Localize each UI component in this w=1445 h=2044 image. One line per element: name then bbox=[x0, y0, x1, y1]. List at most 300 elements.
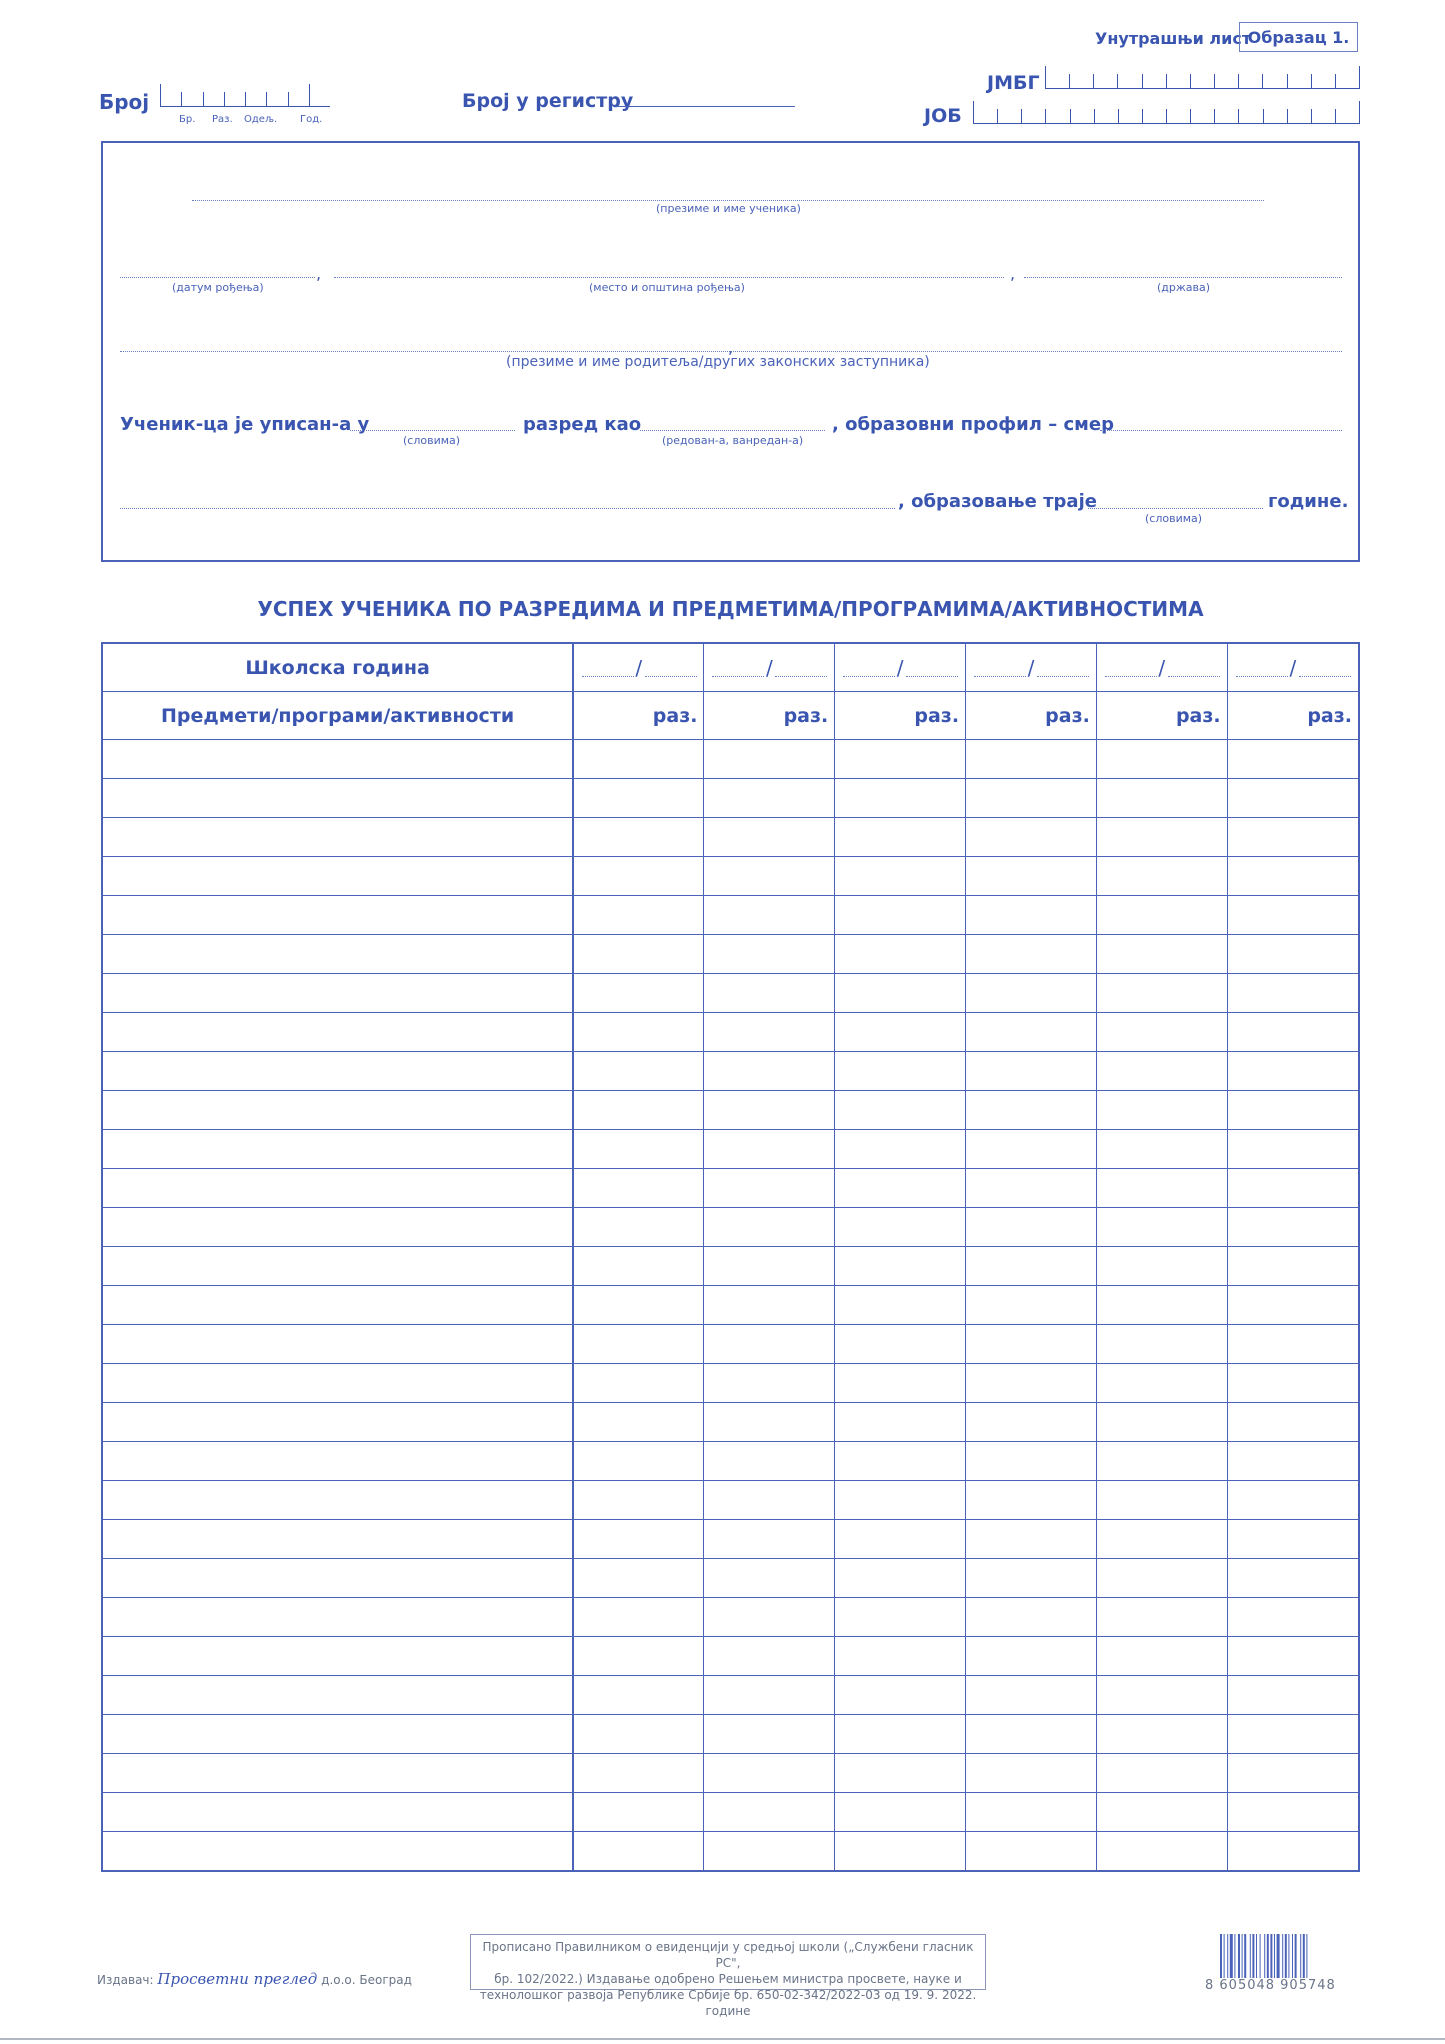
grade-entry-cell[interactable] bbox=[704, 1169, 835, 1208]
barcode-bar bbox=[1274, 1934, 1275, 1978]
school-year-cell[interactable]: / bbox=[966, 643, 1097, 692]
grade-entry-cell[interactable] bbox=[704, 1403, 835, 1442]
barcode-bar bbox=[1227, 1934, 1228, 1978]
barcode-bar bbox=[1300, 1934, 1301, 1978]
school-year-cell[interactable]: / bbox=[1227, 643, 1359, 692]
grade-entry-cell[interactable] bbox=[966, 1754, 1097, 1793]
country-field[interactable] bbox=[1024, 277, 1342, 278]
grade-entry-cell[interactable] bbox=[573, 1637, 704, 1676]
subject-cell[interactable] bbox=[102, 1520, 573, 1559]
registry-field[interactable] bbox=[615, 106, 795, 107]
subjects-header-row bbox=[102, 692, 1359, 740]
grade-entry-cell[interactable] bbox=[1227, 1208, 1359, 1247]
profile-field-2[interactable] bbox=[120, 508, 895, 509]
grade-entry-cell[interactable] bbox=[835, 779, 966, 818]
grade-entry-cell[interactable] bbox=[1227, 779, 1359, 818]
grade-entry-cell[interactable] bbox=[1227, 1325, 1359, 1364]
barcode-bar bbox=[1252, 1934, 1254, 1978]
grade-entry-cell[interactable] bbox=[966, 1286, 1097, 1325]
grade-entry-cell[interactable] bbox=[835, 1715, 966, 1754]
grade-entry-cell[interactable] bbox=[704, 1442, 835, 1481]
grade-entry-cell[interactable] bbox=[704, 857, 835, 896]
grade-entry-cell[interactable] bbox=[573, 857, 704, 896]
birth-place-field[interactable] bbox=[334, 277, 1004, 278]
grade-entry-cell[interactable] bbox=[1096, 1832, 1227, 1872]
grade-entry-cell[interactable] bbox=[835, 1793, 966, 1832]
internal-sheet-label: Унутрашњи лист bbox=[1095, 29, 1252, 48]
subject-cell[interactable] bbox=[102, 1715, 573, 1754]
grade-entry-cell[interactable] bbox=[1096, 1364, 1227, 1403]
grade-cell[interactable]: раз. bbox=[573, 692, 704, 740]
grade-entry-cell[interactable] bbox=[573, 1676, 704, 1715]
grade-entry-cell[interactable] bbox=[966, 1208, 1097, 1247]
barcode-bar bbox=[1244, 1934, 1246, 1978]
grade-entry-cell[interactable] bbox=[1227, 1832, 1359, 1872]
publisher-prefix: Издавач: bbox=[97, 1973, 154, 1987]
grade-entry-cell[interactable] bbox=[835, 1208, 966, 1247]
table-row bbox=[102, 1520, 1359, 1559]
grade-entry-cell[interactable] bbox=[1096, 1247, 1227, 1286]
table-row bbox=[102, 1754, 1359, 1793]
parents-caption: (презиме и име родитеља/других законских заступника) bbox=[506, 354, 930, 370]
grade-entry-cell[interactable] bbox=[1096, 857, 1227, 896]
grade-entry-cell[interactable] bbox=[704, 1364, 835, 1403]
barcode-bar bbox=[1303, 1934, 1305, 1978]
grade-entry-cell[interactable] bbox=[573, 896, 704, 935]
grade-entry-cell[interactable] bbox=[573, 1520, 704, 1559]
table-row bbox=[102, 1598, 1359, 1637]
barcode-bar bbox=[1256, 1934, 1257, 1978]
barcode-image bbox=[1218, 1934, 1348, 1978]
grade-entry-cell[interactable] bbox=[1227, 1754, 1359, 1793]
grade-entry-cell[interactable] bbox=[1096, 1715, 1227, 1754]
table-row bbox=[102, 740, 1359, 779]
grade-entry-cell[interactable] bbox=[835, 1130, 966, 1169]
grade-entry-cell[interactable] bbox=[835, 1442, 966, 1481]
barcode-bar bbox=[1238, 1934, 1240, 1978]
grade-entry-cell[interactable] bbox=[1227, 740, 1359, 779]
subject-cell[interactable] bbox=[102, 857, 573, 896]
grade-entry-cell[interactable] bbox=[966, 1559, 1097, 1598]
grade-entry-cell[interactable] bbox=[835, 1832, 966, 1872]
subject-cell[interactable] bbox=[102, 1247, 573, 1286]
jmbg-label: ЈМБГ bbox=[987, 72, 1040, 94]
grade-entry-cell[interactable] bbox=[966, 896, 1097, 935]
subjects-label: Предмети/програми/активности bbox=[102, 692, 573, 740]
grade-entry-cell[interactable] bbox=[1096, 1793, 1227, 1832]
regulation-line-1: Прописано Правилником о евиденцији у средњој школи („Службени гласник РС", bbox=[482, 1940, 974, 1970]
barcode-bar bbox=[1288, 1934, 1289, 1978]
barcode-bar bbox=[1267, 1934, 1269, 1978]
grade-entry-cell[interactable] bbox=[835, 1481, 966, 1520]
table-row bbox=[102, 1364, 1359, 1403]
grade-entry-cell[interactable] bbox=[1227, 1637, 1359, 1676]
grade-entry-cell[interactable] bbox=[573, 1754, 704, 1793]
grade-cell[interactable]: раз. bbox=[835, 692, 966, 740]
grade-entry-cell[interactable] bbox=[573, 1793, 704, 1832]
comma-2: , bbox=[1010, 264, 1016, 283]
birth-place-caption: (место и општина рођења) bbox=[589, 281, 745, 294]
grade-entry-cell[interactable] bbox=[573, 1247, 704, 1286]
grade-entry-cell[interactable] bbox=[835, 896, 966, 935]
broj-sublabel-odel: Одељ. bbox=[244, 114, 278, 125]
broj-field[interactable] bbox=[160, 84, 330, 107]
table-row bbox=[102, 1637, 1359, 1676]
grade-entry-cell[interactable] bbox=[1227, 1013, 1359, 1052]
grade-entry-cell[interactable] bbox=[704, 896, 835, 935]
grade-entry-cell[interactable] bbox=[704, 1481, 835, 1520]
school-year-label: Школска година bbox=[102, 643, 573, 692]
comma-1: , bbox=[316, 264, 322, 283]
grade-entry-cell[interactable] bbox=[835, 1676, 966, 1715]
grade-entry-cell[interactable] bbox=[1227, 1481, 1359, 1520]
grade-entry-cell[interactable] bbox=[573, 1091, 704, 1130]
barcode-bar bbox=[1260, 1934, 1261, 1978]
grade-entry-cell[interactable] bbox=[966, 1832, 1097, 1872]
grade-entry-cell[interactable] bbox=[835, 818, 966, 857]
grade-entry-cell[interactable] bbox=[835, 1559, 966, 1598]
school-year-row bbox=[102, 643, 1359, 692]
grade-entry-cell[interactable] bbox=[573, 1715, 704, 1754]
grade-entry-cell[interactable] bbox=[1096, 818, 1227, 857]
subject-cell[interactable] bbox=[102, 1208, 573, 1247]
grade-entry-cell[interactable] bbox=[1096, 740, 1227, 779]
regulation-line-3: технолошког развоја Републике Србије бр. 650-02-342/2022-03 од 19. 9. 2022. године bbox=[479, 1988, 977, 2018]
grade-entry-cell[interactable] bbox=[1096, 1325, 1227, 1364]
grade-entry-cell[interactable] bbox=[704, 740, 835, 779]
grade-entry-cell[interactable] bbox=[1096, 1676, 1227, 1715]
grade-entry-cell[interactable] bbox=[704, 1715, 835, 1754]
grade-entry-cell[interactable] bbox=[966, 1247, 1097, 1286]
barcode-bar bbox=[1234, 1934, 1235, 1978]
grade-entry-cell[interactable] bbox=[1227, 1364, 1359, 1403]
grade-entry-cell[interactable] bbox=[966, 1637, 1097, 1676]
subject-cell[interactable] bbox=[102, 1832, 573, 1872]
grade-entry-cell[interactable] bbox=[1096, 1208, 1227, 1247]
grade-entry-cell[interactable] bbox=[1096, 1013, 1227, 1052]
section-title: УСПЕХ УЧЕНИКА ПО РАЗРЕДИМА И ПРЕДМЕТИМА/ПРОГРАМИМА/АКТИВНОСТИМА bbox=[257, 597, 1204, 621]
grade-entry-cell[interactable] bbox=[835, 1637, 966, 1676]
grade-entry-cell[interactable] bbox=[966, 1793, 1097, 1832]
grade-entry-cell[interactable] bbox=[966, 1520, 1097, 1559]
duration-field[interactable] bbox=[1088, 508, 1263, 509]
grade-entry-cell[interactable] bbox=[573, 974, 704, 1013]
grade-entry-cell[interactable] bbox=[966, 1052, 1097, 1091]
grade-entry-cell[interactable] bbox=[966, 1481, 1097, 1520]
enrolled-label: Ученик-ца је уписан-а у bbox=[120, 414, 370, 435]
table-row bbox=[102, 1286, 1359, 1325]
grade-entry-cell[interactable] bbox=[704, 1052, 835, 1091]
job-label: ЈОБ bbox=[924, 105, 962, 127]
grade-entry-cell[interactable] bbox=[966, 1442, 1097, 1481]
grade-entry-cell[interactable] bbox=[1227, 1052, 1359, 1091]
grade-entry-cell[interactable] bbox=[1227, 1286, 1359, 1325]
subject-cell[interactable] bbox=[102, 1169, 573, 1208]
grade-entry-cell[interactable] bbox=[1227, 1598, 1359, 1637]
subject-cell[interactable] bbox=[102, 896, 573, 935]
grade-entry-cell[interactable] bbox=[835, 1286, 966, 1325]
subject-cell[interactable] bbox=[102, 1793, 573, 1832]
table-row bbox=[102, 1442, 1359, 1481]
grade-entry-cell[interactable] bbox=[966, 818, 1097, 857]
subject-cell[interactable] bbox=[102, 1637, 573, 1676]
table-row bbox=[102, 1481, 1359, 1520]
job-field[interactable] bbox=[973, 101, 1360, 124]
grade-entry-cell[interactable] bbox=[1096, 1286, 1227, 1325]
grade-entry-cell[interactable] bbox=[1096, 1442, 1227, 1481]
jmbg-field[interactable] bbox=[1045, 66, 1360, 89]
grade-entry-cell[interactable] bbox=[966, 1364, 1097, 1403]
table-row bbox=[102, 779, 1359, 818]
grade-entry-cell[interactable] bbox=[835, 1013, 966, 1052]
barcode-bar bbox=[1242, 1934, 1243, 1978]
subject-cell[interactable] bbox=[102, 1754, 573, 1793]
grade-entry-cell[interactable] bbox=[573, 1481, 704, 1520]
grade-entry-cell[interactable] bbox=[966, 1091, 1097, 1130]
grade-entry-cell[interactable] bbox=[966, 1013, 1097, 1052]
barcode-bar bbox=[1220, 1934, 1222, 1978]
broj-label: Број bbox=[99, 90, 150, 114]
subject-cell[interactable] bbox=[102, 974, 573, 1013]
school-year-cell[interactable]: / bbox=[1096, 643, 1227, 692]
grade-entry-cell[interactable] bbox=[573, 935, 704, 974]
grade-entry-cell[interactable] bbox=[966, 857, 1097, 896]
grade-entry-cell[interactable] bbox=[573, 1052, 704, 1091]
grade-entry-cell[interactable] bbox=[1096, 1637, 1227, 1676]
grade-entry-cell[interactable] bbox=[966, 935, 1097, 974]
barcode-bar bbox=[1306, 1934, 1307, 1978]
grade-entry-cell[interactable] bbox=[1227, 1793, 1359, 1832]
barcode-bar bbox=[1292, 1934, 1293, 1978]
country-caption: (држава) bbox=[1157, 281, 1211, 294]
duration-label: , образовање траје bbox=[898, 491, 1097, 512]
grade-entry-cell[interactable] bbox=[1096, 1481, 1227, 1520]
subject-cell[interactable] bbox=[102, 1130, 573, 1169]
table-row bbox=[102, 1130, 1359, 1169]
grade-entry-cell[interactable] bbox=[966, 1676, 1097, 1715]
grade-entry-cell[interactable] bbox=[1227, 818, 1359, 857]
subject-cell[interactable] bbox=[102, 1598, 573, 1637]
student-status-caption: (редован-а, ванредан-а) bbox=[662, 434, 804, 447]
grade-entry-cell[interactable] bbox=[1227, 1676, 1359, 1715]
grade-entry-cell[interactable] bbox=[704, 779, 835, 818]
grade-entry-cell[interactable] bbox=[835, 1325, 966, 1364]
grade-entry-cell[interactable] bbox=[704, 818, 835, 857]
grade-entry-cell[interactable] bbox=[835, 740, 966, 779]
table-row bbox=[102, 1052, 1359, 1091]
grade-entry-cell[interactable] bbox=[1096, 1598, 1227, 1637]
table-row bbox=[102, 1013, 1359, 1052]
grade-entry-cell[interactable] bbox=[704, 1832, 835, 1872]
grade-entry-cell[interactable] bbox=[1096, 1520, 1227, 1559]
grade-entry-cell[interactable] bbox=[835, 1091, 966, 1130]
barcode-bar bbox=[1250, 1934, 1251, 1978]
subject-cell[interactable] bbox=[102, 818, 573, 857]
grade-entry-cell[interactable] bbox=[704, 1208, 835, 1247]
grade-entry-cell[interactable] bbox=[835, 857, 966, 896]
grade-entry-cell[interactable] bbox=[1227, 1169, 1359, 1208]
grade-entry-cell[interactable] bbox=[1096, 1169, 1227, 1208]
grade-entry-cell[interactable] bbox=[573, 1832, 704, 1872]
grade-cell[interactable]: раз. bbox=[704, 692, 835, 740]
grade-entry-cell[interactable] bbox=[1227, 1130, 1359, 1169]
school-year-cell[interactable]: / bbox=[573, 643, 704, 692]
grade-entry-cell[interactable] bbox=[966, 779, 1097, 818]
subject-cell[interactable] bbox=[102, 1364, 573, 1403]
subject-cell[interactable] bbox=[102, 1403, 573, 1442]
grade-entry-cell[interactable] bbox=[966, 740, 1097, 779]
grade-entry-cell[interactable] bbox=[573, 1598, 704, 1637]
grade-entry-cell[interactable] bbox=[1096, 1559, 1227, 1598]
grade-entry-cell[interactable] bbox=[835, 1052, 966, 1091]
subject-cell[interactable] bbox=[102, 1052, 573, 1091]
grade-entry-cell[interactable] bbox=[835, 1520, 966, 1559]
grade-entry-cell[interactable] bbox=[835, 1364, 966, 1403]
subject-cell[interactable] bbox=[102, 1325, 573, 1364]
grade-entry-cell[interactable] bbox=[1227, 1403, 1359, 1442]
grade-entry-cell[interactable] bbox=[573, 1403, 704, 1442]
grades-table bbox=[101, 642, 1360, 1872]
grade-words-field[interactable] bbox=[350, 430, 515, 431]
grade-entry-cell[interactable] bbox=[704, 1520, 835, 1559]
grade-entry-cell[interactable] bbox=[704, 1247, 835, 1286]
grade-entry-cell[interactable] bbox=[1096, 779, 1227, 818]
subject-cell[interactable] bbox=[102, 1559, 573, 1598]
grade-cell[interactable]: раз. bbox=[1227, 692, 1359, 740]
subject-cell[interactable] bbox=[102, 1091, 573, 1130]
student-name-field[interactable] bbox=[192, 200, 1264, 201]
grade-entry-cell[interactable] bbox=[1227, 1442, 1359, 1481]
publisher-name: Просветни преглед bbox=[157, 1970, 318, 1988]
grade-entry-cell[interactable] bbox=[835, 1754, 966, 1793]
grade-entry-cell[interactable] bbox=[704, 974, 835, 1013]
barcode-bar bbox=[1270, 1934, 1272, 1978]
grade-entry-cell[interactable] bbox=[1096, 1403, 1227, 1442]
grade-entry-cell[interactable] bbox=[573, 1559, 704, 1598]
student-status-field[interactable] bbox=[640, 430, 825, 431]
grade-entry-cell[interactable] bbox=[1227, 1715, 1359, 1754]
subject-cell[interactable] bbox=[102, 1286, 573, 1325]
registry-label: Број у регистру bbox=[462, 90, 634, 112]
grade-entry-cell[interactable] bbox=[835, 1169, 966, 1208]
grade-entry-cell[interactable] bbox=[573, 1130, 704, 1169]
grade-entry-cell[interactable] bbox=[1227, 974, 1359, 1013]
subject-cell[interactable] bbox=[102, 1481, 573, 1520]
grade-entry-cell[interactable] bbox=[1096, 1130, 1227, 1169]
grade-entry-cell[interactable] bbox=[1227, 1559, 1359, 1598]
grade-entry-cell[interactable] bbox=[835, 974, 966, 1013]
subject-cell[interactable] bbox=[102, 935, 573, 974]
grade-words-caption: (словима) bbox=[403, 434, 461, 447]
school-year-cell[interactable]: / bbox=[704, 643, 835, 692]
grade-entry-cell[interactable] bbox=[835, 935, 966, 974]
grade-entry-cell[interactable] bbox=[835, 1403, 966, 1442]
grade-entry-cell[interactable] bbox=[1096, 1052, 1227, 1091]
grade-entry-cell[interactable] bbox=[704, 1091, 835, 1130]
publisher-suffix: д.о.о. Београд bbox=[321, 1973, 412, 1987]
table-row bbox=[102, 1403, 1359, 1442]
grade-entry-cell[interactable] bbox=[966, 1715, 1097, 1754]
table-row bbox=[102, 818, 1359, 857]
grade-entry-cell[interactable] bbox=[1227, 1091, 1359, 1130]
grade-entry-cell[interactable] bbox=[573, 1442, 704, 1481]
grade-entry-cell[interactable] bbox=[966, 1325, 1097, 1364]
regulation-line-2: бр. 102/2022.) Издавање одобрено Решењем министра просвете, науке и bbox=[494, 1972, 962, 1986]
grade-entry-cell[interactable] bbox=[573, 779, 704, 818]
grade-entry-cell[interactable] bbox=[573, 1208, 704, 1247]
page-bottom-edge bbox=[0, 2038, 1445, 2040]
grade-cell[interactable]: раз. bbox=[1096, 692, 1227, 740]
subject-cell[interactable] bbox=[102, 1442, 573, 1481]
form-number-badge: Образац 1. bbox=[1239, 22, 1358, 52]
grade-entry-cell[interactable] bbox=[1096, 1091, 1227, 1130]
grade-entry-cell[interactable] bbox=[835, 1247, 966, 1286]
profile-field-1[interactable] bbox=[1100, 430, 1342, 431]
grade-entry-cell[interactable] bbox=[573, 1169, 704, 1208]
grade-entry-cell[interactable] bbox=[966, 1130, 1097, 1169]
grade-entry-cell[interactable] bbox=[1096, 974, 1227, 1013]
grade-entry-cell[interactable] bbox=[573, 740, 704, 779]
school-year-cell[interactable]: / bbox=[835, 643, 966, 692]
grade-entry-cell[interactable] bbox=[704, 1559, 835, 1598]
grade-entry-cell[interactable] bbox=[704, 935, 835, 974]
broj-sublabel-god: Год. bbox=[300, 114, 323, 125]
grade-entry-cell[interactable] bbox=[573, 1364, 704, 1403]
grade-entry-cell[interactable] bbox=[704, 1754, 835, 1793]
grade-entry-cell[interactable] bbox=[704, 1676, 835, 1715]
grade-entry-cell[interactable] bbox=[704, 1286, 835, 1325]
grade-entry-cell[interactable] bbox=[1227, 1520, 1359, 1559]
grade-entry-cell[interactable] bbox=[573, 1286, 704, 1325]
grade-entry-cell[interactable] bbox=[1227, 896, 1359, 935]
barcode-bar bbox=[1230, 1934, 1233, 1978]
grade-entry-cell[interactable] bbox=[835, 1598, 966, 1637]
barcode-bar bbox=[1224, 1934, 1225, 1978]
barcode-bar bbox=[1285, 1934, 1287, 1978]
grade-entry-cell[interactable] bbox=[1096, 1754, 1227, 1793]
grade-entry-cell[interactable] bbox=[704, 1325, 835, 1364]
subject-cell[interactable] bbox=[102, 779, 573, 818]
grade-cell[interactable]: раз. bbox=[966, 692, 1097, 740]
grade-entry-cell[interactable] bbox=[704, 1637, 835, 1676]
grade-entry-cell[interactable] bbox=[966, 1598, 1097, 1637]
grade-entry-cell[interactable] bbox=[573, 1325, 704, 1364]
grade-entry-cell[interactable] bbox=[573, 818, 704, 857]
subject-cell[interactable] bbox=[102, 1013, 573, 1052]
subject-cell[interactable] bbox=[102, 1676, 573, 1715]
grade-entry-cell[interactable] bbox=[1227, 857, 1359, 896]
broj-sublabel-br: Бр. bbox=[179, 114, 196, 125]
grades-table-body bbox=[102, 740, 1359, 1872]
grade-entry-cell[interactable] bbox=[966, 1169, 1097, 1208]
barcode-number: 8 605048 905748 bbox=[1205, 1978, 1336, 1993]
barcode-bar bbox=[1277, 1934, 1280, 1978]
grade-entry-cell[interactable] bbox=[966, 1403, 1097, 1442]
grade-entry-cell[interactable] bbox=[573, 1013, 704, 1052]
birth-date-field[interactable] bbox=[120, 277, 315, 278]
grade-entry-cell[interactable] bbox=[704, 1598, 835, 1637]
grade-entry-cell[interactable] bbox=[966, 974, 1097, 1013]
subject-cell[interactable] bbox=[102, 740, 573, 779]
grade-entry-cell[interactable] bbox=[1096, 935, 1227, 974]
table-row bbox=[102, 1559, 1359, 1598]
grade-entry-cell[interactable] bbox=[704, 1130, 835, 1169]
grade-entry-cell[interactable] bbox=[1227, 1247, 1359, 1286]
grade-entry-cell[interactable] bbox=[1096, 896, 1227, 935]
grade-entry-cell[interactable] bbox=[704, 1013, 835, 1052]
grade-entry-cell[interactable] bbox=[704, 1793, 835, 1832]
grade-entry-cell[interactable] bbox=[1227, 935, 1359, 974]
